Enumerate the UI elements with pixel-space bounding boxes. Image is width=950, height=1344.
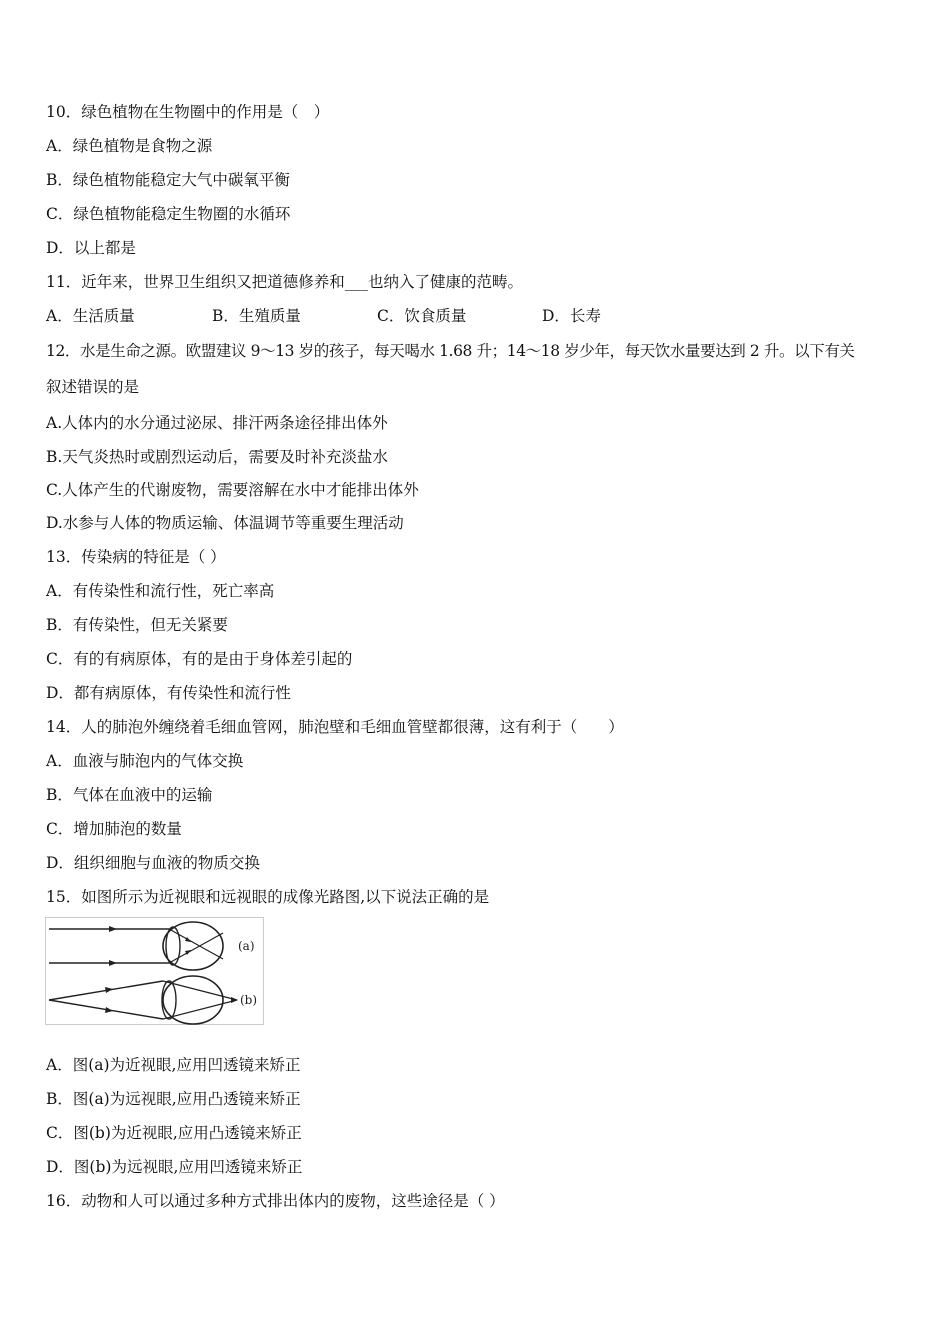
q12-option-c: C.人体产生的代谢废物，需要溶解在水中才能排出体外 [46, 481, 419, 499]
eye-optics-figure [45, 917, 264, 1025]
figure-border [46, 918, 264, 1025]
q10-option-b: B．绿色植物能稳定大气中碳氧平衡 [46, 171, 290, 189]
eye-optics-diagram [45, 917, 264, 1025]
q13-stem: 13．传染病的特征是（ ） [46, 548, 226, 566]
q13-option-c: C．有的有病原体，有的是由于身体差引起的 [46, 650, 353, 668]
q11-option-b: B．生殖质量 [212, 307, 301, 325]
q11-option-a: A．生活质量 [46, 307, 135, 325]
q13-option-b: B．有传染性，但无关紧要 [46, 616, 228, 634]
q14-stem: 14．人的肺泡外缠绕着毛细血管网，肺泡壁和毛细血管壁都很薄，这有利于（ ） [46, 718, 624, 736]
q15-stem: 15．如图所示为近视眼和远视眼的成像光路图,以下说法正确的是 [46, 888, 490, 906]
q12-option-b: B.天气炎热时或剧烈运动后，需要及时补充淡盐水 [46, 448, 388, 466]
q16-stem: 16．动物和人可以通过多种方式排出体内的废物，这些途径是（ ） [46, 1192, 505, 1210]
label-b: (b) [240, 993, 258, 1007]
q15-option-b: B．图(a)为远视眼,应用凸透镜来矫正 [46, 1090, 301, 1108]
q10-option-a: A．绿色植物是食物之源 [46, 137, 213, 155]
q15-option-a: A．图(a)为近视眼,应用凹透镜来矫正 [46, 1056, 301, 1074]
q15-option-c: C．图(b)为近视眼,应用凸透镜来矫正 [46, 1124, 302, 1142]
q12-stem-line1: 12．水是生命之源。欧盟建议 9～13 岁的孩子，每天喝水 1.68 升；14～18 岁少年，每天饮水量要达到 2 升。以下有关 [46, 342, 855, 360]
q10-option-c: C．绿色植物能稳定生物圈的水循环 [46, 205, 291, 223]
q10-option-d: D．以上都是 [46, 239, 136, 257]
q12-option-a: A.人体内的水分通过泌尿、排汗两条途径排出体外 [46, 414, 388, 432]
q14-option-d: D．组织细胞与血液的物质交换 [46, 854, 260, 872]
q14-option-a: A．血液与肺泡内的气体交换 [46, 752, 244, 770]
label-a: (a) [238, 939, 255, 953]
q15-option-d: D．图(b)为远视眼,应用凹透镜来矫正 [46, 1158, 303, 1176]
q11-option-c: C．饮食质量 [377, 307, 467, 325]
q14-option-b: B．气体在血液中的运输 [46, 786, 213, 804]
q14-option-c: C．增加肺泡的数量 [46, 820, 182, 838]
q11-options-row [46, 306, 646, 326]
q11-option-d: D．长寿 [542, 307, 601, 325]
q13-option-d: D．都有病原体，有传染性和流行性 [46, 684, 291, 702]
q12-option-d: D.水参与人体的物质运输、体温调节等重要生理活动 [46, 514, 404, 532]
q11-stem: 11．近年来，世界卫生组织又把道德修养和___也纳入了健康的范畴。 [46, 273, 523, 291]
q10-stem: 10．绿色植物在生物圈中的作用是（ ） [46, 103, 330, 121]
q13-option-a: A．有传染性和流行性，死亡率高 [46, 582, 275, 600]
q12-stem-line2: 叙述错误的是 [46, 378, 140, 396]
